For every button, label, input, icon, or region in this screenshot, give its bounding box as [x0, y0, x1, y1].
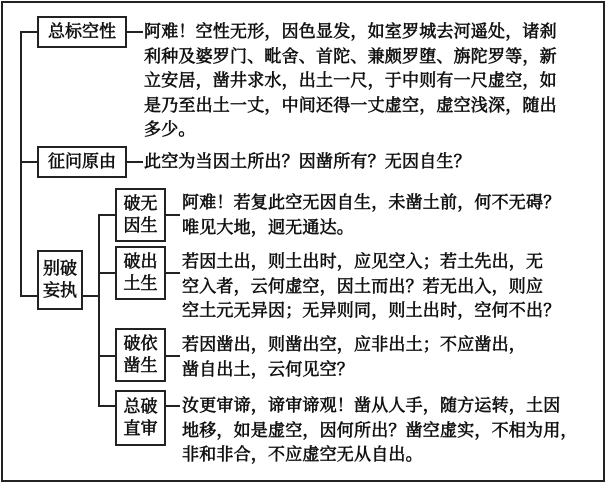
overview-line: 利种及婆罗门、毗舍、首陀、兼颇罗堕、旃陀罗等，新 [144, 46, 557, 67]
refute-stub [83, 295, 99, 297]
sub-text-2 [182, 250, 560, 324]
sub-label-3-line1: 破依 [123, 334, 158, 354]
overview-text [144, 20, 557, 143]
tail-sub-4 [166, 405, 180, 407]
inquiry-label: 征问原由 [48, 152, 116, 172]
sub-text-4-line: 汝更审谛，谛审谛观！凿从人手，随方运转，土因 [182, 396, 561, 416]
sub-text-4-line: 地移，如是虚空，因何所出？凿空虚实，不相为用， [182, 420, 578, 441]
connector-sub-1 [98, 214, 116, 216]
sub-label-1-line1: 破无 [123, 194, 158, 214]
tail-sub-2 [166, 272, 180, 274]
sub-label-2-line2: 土生 [123, 274, 158, 294]
inquiry-text [144, 150, 471, 175]
tail-overview [127, 31, 143, 33]
sub-label-box-4 [115, 390, 166, 446]
sub-text-3 [182, 333, 526, 382]
refute-label-box [37, 250, 83, 310]
inquiry-label-box [37, 146, 127, 178]
tail-inquiry [127, 161, 143, 163]
sub-text-3-line: 凿自出土，云何见空？ [182, 359, 354, 380]
connector-inquiry [20, 161, 38, 163]
sub-label-4-line1: 总破 [123, 397, 158, 417]
tail-sub-3 [166, 355, 180, 357]
sub-text-4-line: 非和非合，不应虚空无从自出。 [182, 445, 423, 465]
sub-label-4-line2: 直审 [123, 419, 158, 439]
connector-sub-3 [98, 355, 116, 357]
main-vertical-connector [20, 32, 22, 296]
sub-text-4 [182, 394, 578, 468]
sub-label-box-2 [115, 246, 166, 300]
sub-text-1-line: 阿难！若复此空无因自生，未凿土前，何不无碍？ [182, 193, 561, 213]
refute-label-line2: 妄执 [43, 281, 77, 301]
sub-label-3-line2: 凿生 [123, 356, 158, 376]
sub-text-1 [182, 191, 560, 240]
overview-line: 是乃至出土一丈，中间还得一丈虚空，虚空浅深，随出 [144, 95, 557, 116]
overview-label: 总标空性 [48, 22, 116, 42]
connector-sub-2 [98, 272, 116, 274]
connector-overview [20, 31, 38, 33]
sub-text-2-line: 空入者，云何虚空，因土而出？若无出入，则应 [182, 276, 544, 297]
sub-text-1-line: 唯见大地，迥无通达。 [182, 217, 354, 238]
inquiry-line: 此空为当因土所出？因凿所有？无因自生？ [144, 152, 471, 172]
sub-label-box-1 [115, 188, 166, 242]
sub-label-1-line2: 因生 [123, 216, 158, 236]
connector-refute [20, 295, 38, 297]
sub-text-2-line: 空土元无异因；无异则同，则土出时，空何不出？ [182, 301, 561, 321]
overview-line: 多少。 [144, 120, 196, 140]
sub-text-3-line: 若因凿出，则凿出空，应非出土；不应凿出， [182, 335, 526, 355]
sub-label-2-line1: 破出 [123, 252, 158, 272]
overview-line: 阿难！空性无形，因色显发，如室罗城去河遥处，诸刹 [144, 22, 557, 42]
connector-sub-4 [98, 405, 116, 407]
sub-label-box-3 [115, 328, 166, 382]
tail-sub-1 [166, 214, 180, 216]
overview-label-box [37, 16, 127, 48]
overview-line: 立安居，凿井求水，出土一尺，于中则有一尺虚空，如 [144, 71, 557, 91]
refute-label-line1: 别破 [43, 259, 77, 279]
sub-vertical-connector [98, 214, 100, 406]
sub-text-2-line: 若因土出，则土出时，应见空入；若土先出，无 [182, 252, 544, 272]
